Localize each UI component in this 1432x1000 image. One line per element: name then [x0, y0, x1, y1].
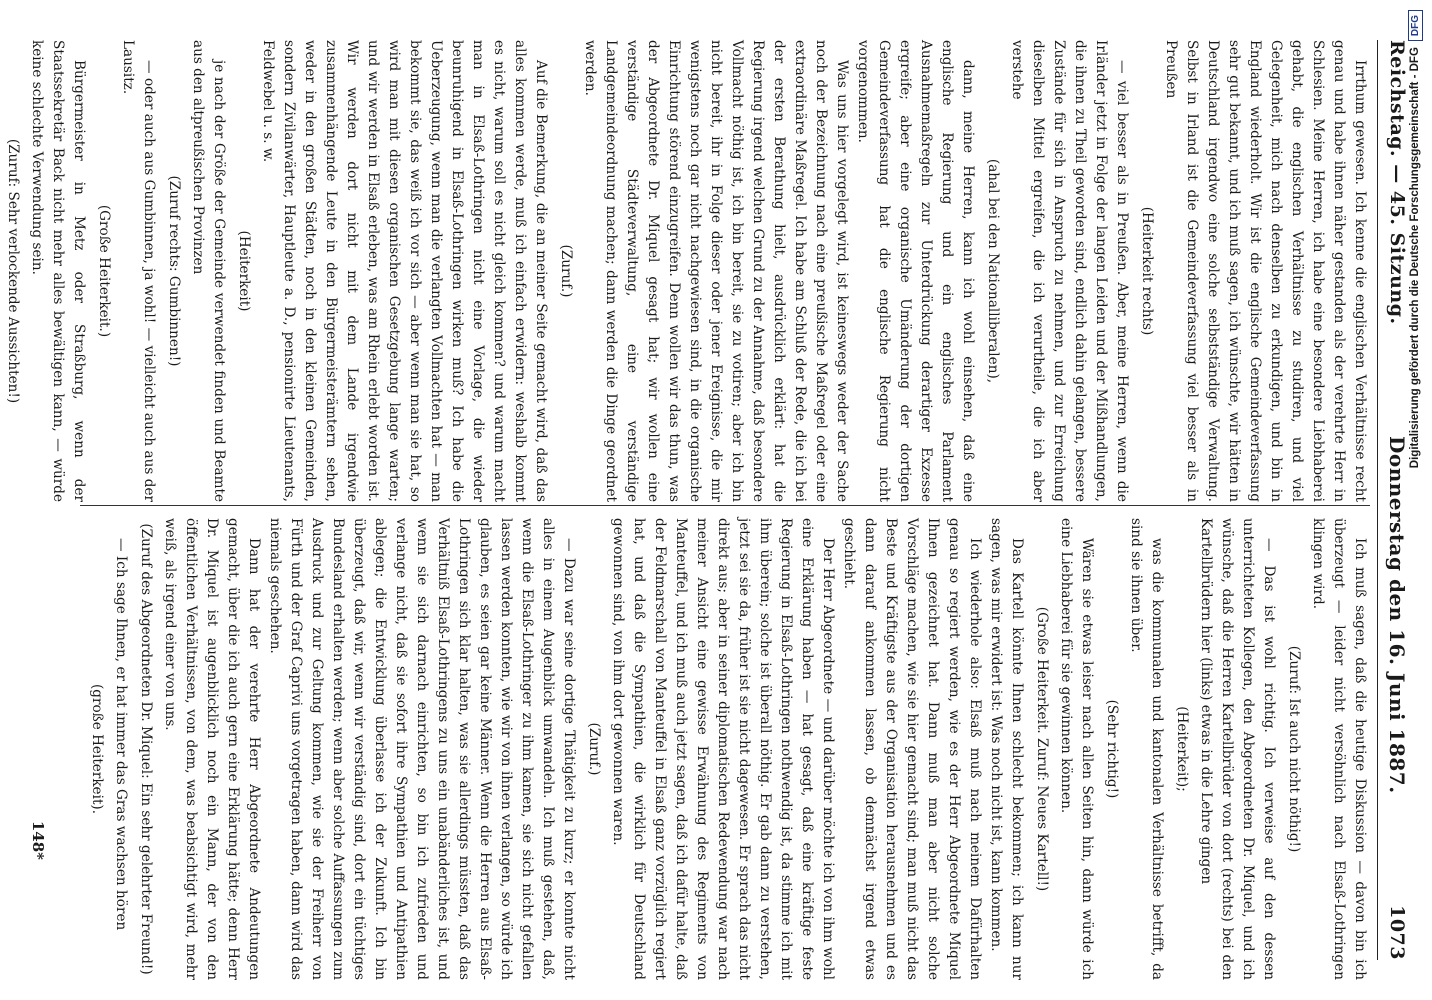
header-left: Reichstag. — 45. Sitzung. — [1386, 40, 1408, 325]
paragraph: Dann hat der verehrte Herr Abgeordnete Andeutungen gemacht, über die ich auch gern eine Erklärung hätte; denn Herr Dr. Miquel ist augenblicklich noch ein Mann, der von den öffentlichen Verhältnissen, von dem, was beabsichtigt wird, mehr weiß, als irgend einer von uns. — [162, 518, 262, 980]
paragraph: — Das ist wohl richtig. Ich verweise auf den dessen unterrichteten Kollegen, den Abgeordneten Dr. Miquel, und ich wünsche, daß die Herren Kartellbrüder von dort (rechts) bei den Kartellbrüdern hier (links) etwas in die Lehre gingen — [1198, 518, 1277, 980]
interjection: (Zuruf rechts: Gumbinnen!) — [166, 175, 182, 367]
paragraph: Auf die Bemerkung, die an meiner Seite gemacht wird, daß das alles kommen werde, muß ich einfach erwidern: weshalb kommt es nicht, warum soll es nicht gleich kommen? und warum macht man in Elsaß-Lothringen nicht eine Vorlage, die wieder beunruhigend in Elsaß-Lothringen wirken muß? Ich habe die Ueberzeugung, wenn man die verlangten Vollmachten hat — man bekommt sie, das weiß ich vor sich — aber wenn man sie hat, so wird man mit diesen organischen Gesetzgebung lange warten; und wir werden in Elsaß erleben, was am Rhein erlebt worden ist. Wir werden dort nicht mit dem Lande irgendwie zusammenhängende Leute in den Bürgermeisterämtern sehen, weder in den großen Städten, noch in den kleinen Gemeinden, sondern Zivilanwärter, Hauptleute a. D., pensionirte Lieutenants, Feldwebel u. s. w. — [260, 40, 549, 502]
column-divider — [80, 505, 1370, 506]
paragraph: Ich muß sagen, daß die heutige Diskussion — davon bin ich überzeugt — leider nicht versöhnlich nach Elsaß-Lothringen klingen wird. — [1310, 518, 1368, 980]
paragraph: — Dazu war seine dortige Thätigkeit zu kurz; er konnte nicht alles in einem Augenblick umwandeln. Ich muß gestehen, daß, wenn die Elsaß-Lothringer zu ihm kamen, sie sich nicht gefallen lassen werden konnten, wie wir von ihnen verlangen, so würde ich glauben, es seien gar keine Männer. Wenn die Herren aus Elsaß-Lothringen sich klar halten, was sie allerdings müssten, daß das Verhältniß Elsaß-Lothringens zu uns ein unabänderliches ist, und wenn sie sich darnach einrichten, so bin ich zufrieden und verlange nicht, daß sie sofort ihre Sympathien und Antipathien ablegen; die Entwicklung überlasse ich der Zukunft. Ich bin überzeugt, daß wir, wenn wir verständig sind, dort ein tüchtiges Bundesland erhalten werden; wenn aber solche Auffassungen zum Ausdruck und zur Geltung kommen, wie sie der Freiherr von Fürth und der Graf Caprivi uns vorgetragen haben, dann wird das niemals geschehen. — [267, 518, 577, 980]
interjection: (große Heiterkeit). — [89, 683, 105, 815]
paragraph: Bürgermeister in Metz oder Straßburg, wenn der Staatssekretär Back nicht mehr alles bewältigen kann, — würde keine schlechte Verwendung sein. — [29, 40, 87, 502]
interjection: (Heiterkeit rechts) — [1139, 206, 1155, 336]
interjection: (Heiterkeit) — [236, 230, 252, 312]
paragraph: Was uns hier vorgelegt wird, ist keineswegs weder der Sache noch der Bezeichnung nach eine preußische Maßregel oder eine extraordinäre Maßregel. Ich habe am Schluß der Rede, die ich bei der ersten Berathung hielt, ausdrücklich erklärt: hat die Regierung irgend welchen Grund zu der Annahme, daß besondere Vollmacht nöthig ist, ich bin bereit, sie zu votiren; aber ich bin nicht bereit, ihr in Folge dieser oder jener Ereignisse, die mir wenigstens noch gar nicht nachgewiesen sind, in die organische Einrichtung störend einzugreifen. Denn wollen wir das thun, was der Abgeordnete Dr. Miquel gesagt hat; wir wollen eine verständige Städteverwaltung, eine verständige Landgemeindeordnung machen; dann werden die Dinge geordnet werden. — [582, 40, 850, 502]
header-date: Donnerstag den 16. Juni 1887. — [1385, 436, 1409, 794]
paragraph: — Ich sage Ihnen, er hat immer das Gras wachsen hören — [113, 538, 129, 931]
interjection: (Zuruf.) — [586, 722, 602, 776]
interjection: (Heiterkeit); — [1174, 706, 1190, 792]
digitization-note-text: Digitalisierung gefördert durch die Deutsche Forschungsgemeinschaft - DFG — [1409, 47, 1421, 469]
interjection: (Zuruf: Ist auch nicht nöthig!) — [1286, 645, 1302, 853]
paragraph: je nach der Größe der Gemeinde verwendet finden und Beamte aus den altpreußischen Provinzen — [190, 40, 227, 502]
paragraph: Der Herr Abgeordnete — und darüber möchte ich von ihm wohl eine Erklärung haben — hat gesagt, daß eine kräftige feste Regierung in Elsaß-Lothringen nothwendig ist, da stimme ich mit ihm überein; solche ist überall nöthig. Er gab dann zu verstehen, jetzt sei sie da, früher ist sie nicht dagewesen. Er sprach das nicht direkt aus; aber in seiner diplomatischen Redewendung war nach meiner Ansicht eine gewisse Erwähnung des Regiments von Manteuffel, und ich muß auch jetzt sagen, daß ich dafür halte, daß der Feldmarschall von Manteuffel in Elsaß ganz vorzüglich regiert hat, und daß die Sympathien, die wirklich für Deutschland gewonnen sind, von ihm dort gewonnen waren. — [610, 518, 836, 980]
digitization-note — [1402, 10, 1428, 990]
interjection: (Zuruf des Abgeordneten Dr. Miquel: Ein sehr gelehrter Freund!) — [138, 523, 154, 975]
header-rule — [1377, 40, 1378, 960]
signature-mark: 148* — [29, 820, 47, 860]
interjection: (Große Heiterkeit. Zuruf: Neues Kartell!) — [1034, 606, 1050, 892]
interjection: (Zuruf: Sehr verlockende Aussichten!) — [5, 138, 21, 404]
interjection: (Sehr richtig!) — [1104, 699, 1120, 799]
paragraph: — viel besser als in Preußen. Aber, meine Herren, wenn die Irländer jetzt in Folge der langen Leiden und der Mißhandlungen, die ihnen zu Theil geworden sind, endlich dahin gelangen, bessere Zustände für sich in Anspruch zu nehmen, und zur Erreichung dieselben Mittel ergreifen, die ich verurtheile, die ich aber verstehe — [1009, 40, 1130, 502]
paragraph: Wären sie etwas leiser nach allen Seiten hin, dann würde ich eine Liebhaberei für sie gewinnen können. — [1058, 518, 1095, 980]
left-column — [5, 40, 1370, 502]
paragraph: Ich wiederhole also: Elsaß muß nach meinem Dafürhalten genau so regiert werden, wie es der Herr Abgeordnete Miquel Ihnen gezeichnet hat. Dann muß man aber nicht solche Vorschläge machen, wie sie hier gemacht sind; man muß nicht das Beste und Kräftigste aus der Organisation herausnehmen und es dann darauf ankommen lassen, ob demnächst irgend etwas geschieht. — [841, 518, 983, 980]
paragraph: Irrthum gewesen. Ich kenne die englischen Verhältnisse recht genau und habe ihnen näher gestanden als der verehrte Herr in Schlesien. Meine Herren, ich habe eine besondere Liebhaberei gehabt, die englischen Verhältnisse zu studiren, und viel Gelegenheit, mich nach denselben zu erkundigen, und bin in England wiederholt. Wir ist die englische Gemeindeverfassung sehr gut bekannt, und ich muß sagen, ich wünschte, wir hätten in Deutschland irgendwo eine solche selbstständige Verwaltung. Selbst in Irland ist die Gemeindeverfassung viel besser als in Preußen — [1163, 40, 1368, 502]
page-number: 1073 — [1386, 905, 1408, 960]
paragraph: Das Kartell könnte Ihnen schlecht bekommen; ich kann nur sagen, was mir erwidert ist: Was noch nicht ist, kann kommen. — [988, 518, 1025, 980]
paragraph: was die kommunalen und kantonalen Verhältnisse betrifft, da sind sie ihnen über. — [1128, 518, 1165, 980]
right-column — [80, 518, 1370, 980]
dfg-logo: DFG — [1408, 10, 1423, 41]
interjection: (Große Heiterkeit.) — [96, 204, 112, 338]
paragraph: dann, meine Herren, kann ich wohl einsehen, daß eine englische Regierung und ein englisches Parlament Ausnahmemaßregeln zur Unterdrückung derartiger Exzesse ergreife; aber eine organische Umänderung der dortigen Gemeindeverfassung hat die englische Regierung nicht vorgenommen. — [855, 40, 976, 502]
paragraph: — oder auch aus Gumbinnen, ja wohl! — vielleicht auch aus der Lausitz. — [120, 40, 157, 502]
interjection: (Zuruf.) — [558, 244, 574, 298]
interjection: (ahal bei den Nationalliberalen), — [985, 158, 1001, 384]
